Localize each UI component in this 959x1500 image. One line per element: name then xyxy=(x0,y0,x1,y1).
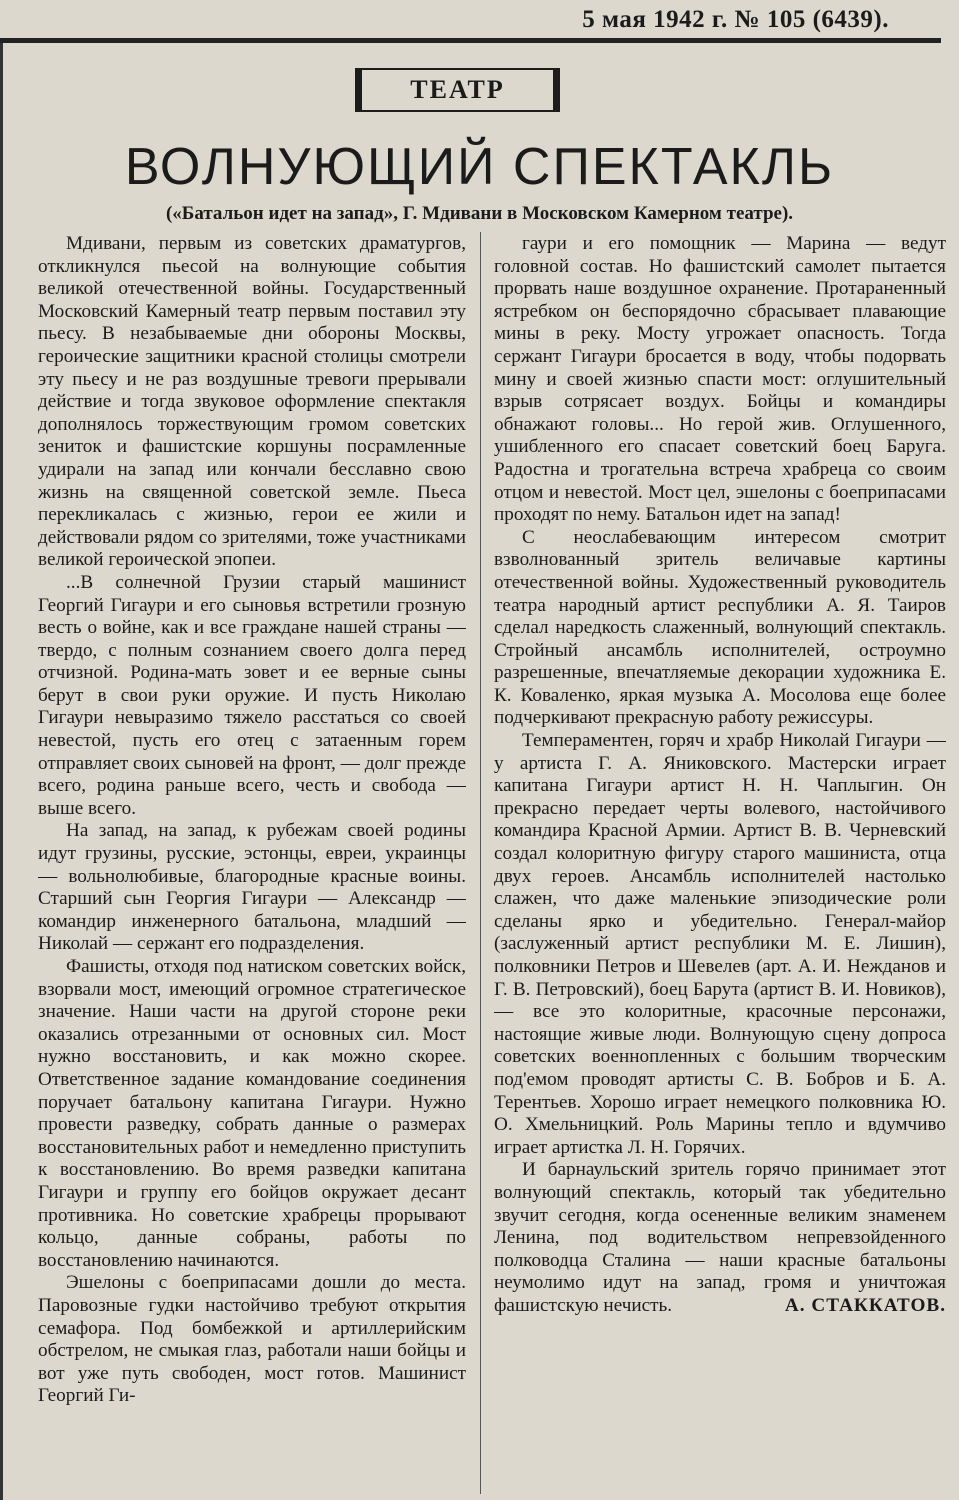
final-paragraph-text: И барнаульский зритель горячо принимает этот волнующий спектакль, который так убедительно звучит сегодня, когда осененные великим знаменем Ленина, под водительством непревзойденного полководца Сталина — наши красные батальоны неумолимо идут на запад, громя и уничтожая фашистскую нечисть. xyxy=(494,1159,946,1316)
paragraph: Мдивани, первым из советских драматургов, откликнулся пьесой на волнующие события великой отечественной войны. Государственный Московский Камерный театр первым поставил эту пьесу. В незабываемые дни обороны Москвы, героические защитники красной столицы смотрели эту пьесу и не раз воздушные тревоги прерывали действие и тогда звуковое оформление спектакля дополнялось торжествующим громом советских зениток и фашистские коршуны посрамленные удирали на запад или кончали бесславно свою жизнь на священной советской земле. Пьеса перекликалась с жизнью, герои ее жили и действовали рядом со зрителями, тоже участниками великой героической эпопеи. xyxy=(38,233,466,571)
paragraph: ...В солнечной Грузии старый машинист Георгий Гигаури и его сыновья встретили грозную весть о войне, как и все граждане нашей страны — твердо, с полным сознанием своего долга перед отчизной. Родина-мать зовет и ее верные сыны берут в свои руки оружие. И пусть Николаю Гигаури невыразимо тяжело расстаться со своей невестой, пусть его отец с затаенным горем отправляет своих сыновей на фронт, — долг прежде всего, родина раньше всего, честь и свобода — выше всего. xyxy=(38,571,466,819)
paragraph: Темпераментен, горяч и храбр Николай Гигаури — у артиста Г. А. Яниковского. Мастерски играет капитана Гигаури артист Н. Н. Чаплыгин. Он прекрасно передает черты волевого, настойчивого командира Красной Армии. Артист В. В. Черневский создал колоритную фигуру старого машиниста, отца двух героев. Ансамбль исполнителей настолько слажен, что даже маленькие эпизодические роли сделаны ярко и убедительно. Генерал-майор (заслуженный артист республики М. Е. Лишин), полковники Петров и Шевелев (арт. А. И. Нежданов и Г. В. Петровский), боец Барута (артист В. И. Новиков), — все это колоритные, красочные персонажи, настоящие живые люди. Волнующую сцену допроса советских военнопленных с большим творческим под'емом проводят артисты С. В. Бобров и Б. А. Терентьев. Хорошо играет немецкого полковника Ю. О. Хмельницкий. Роль Марины тепло и вдумчиво играет артистка Л. Н. Горячих. xyxy=(494,730,946,1158)
article-headline: ВОЛНУЮЩИЙ СПЕКТАКЛЬ xyxy=(124,138,835,196)
top-rule xyxy=(0,38,941,43)
column-divider xyxy=(480,232,481,1494)
right-column xyxy=(494,233,946,1495)
issue-dateline: 5 мая 1942 г. № 105 (6439). xyxy=(582,6,889,33)
rubric-box xyxy=(355,68,560,112)
rubric-label: ТЕАТР xyxy=(410,75,505,104)
paragraph: С неослабевающим интересом смотрит взволнованный зритель величавые картины отечественной войны. Художественный руководитель театра народный артист республики А. Я. Таиров сделал наредкость слаженный, волнующий спектакль. Стройный ансамбль исполнителей, остроумно разрешенные, впечатляемые декорации художника Е. К. Коваленко, яркая музыка А. Мосолова еще более подчеркивают прекрасную работу режиссуры. xyxy=(494,526,946,729)
paragraph: гаури и его помощник — Марина — ведут головной состав. Но фашистский самолет пытается прорвать наше воздушное охранение. Протараненный ястребком он беспорядочно сбрасывает плавающие мины в реку. Мосту угрожает опасность. Тогда сержант Гигаури бросается в воду, чтобы подорвать мину и своей жизнью спасти мост: оглушительный взрыв сотрясает воздух. Бойцы и командиры обнажают головы... Но герой жив. Оглушенного, ушибленного его спасает советский боец Баруга. Радостна и трогательна встреча храбреца со своим отцом и невестой. Мост цел, эшелоны с боеприпасами проходят по нему. Батальон идет на запад! xyxy=(494,233,946,526)
author-signature: А. СТАККАТОВ. xyxy=(784,1294,946,1316)
left-column xyxy=(38,233,466,1495)
article-subtitle: («Батальон идет на запад», Г. Мдивани в Московском Камерном театре). xyxy=(165,203,794,224)
paragraph xyxy=(494,1159,946,1317)
paragraph: На запад, на запад, к рубежам своей родины идут грузины, русские, эстонцы, евреи, украинцы — вольнолюбивые, благородные красные воины. Старший сын Георгия Гигаури — Александр — командир инженерного батальона, младший — Николай — сержант его подразделения. xyxy=(38,820,466,955)
paragraph: Эшелоны с боеприпасами дошли до места. Паровозные гудки настойчиво требуют открытия семафора. Под бомбежкой и артиллерийским обстрелом, не смыкая глаз, работали наши бойцы и вот уже путь свободен, мост готов. Машинист Георгий Ги- xyxy=(38,1272,466,1407)
paragraph: Фашисты, отходя под натиском советских войск, взорвали мост, имеющий огромное стратегическое значение. Наши части на другой стороне реки оказались отрезанными от основных сил. Мост нужно восстановить, и как можно скорее. Ответственное задание командование соединения поручает батальону капитана Гигаури. Нужно провести разведку, собрать данные о размерах восстановительных работ и немедленно приступить к восстановлению. Во время разведки капитана Гигаури и группу его бойцов окружает десант противника. Но советские храбрецы прорывают кольцо, данные собраны, работы по восстановлению начинаются. xyxy=(38,956,466,1271)
page-edge-line xyxy=(0,40,3,1500)
